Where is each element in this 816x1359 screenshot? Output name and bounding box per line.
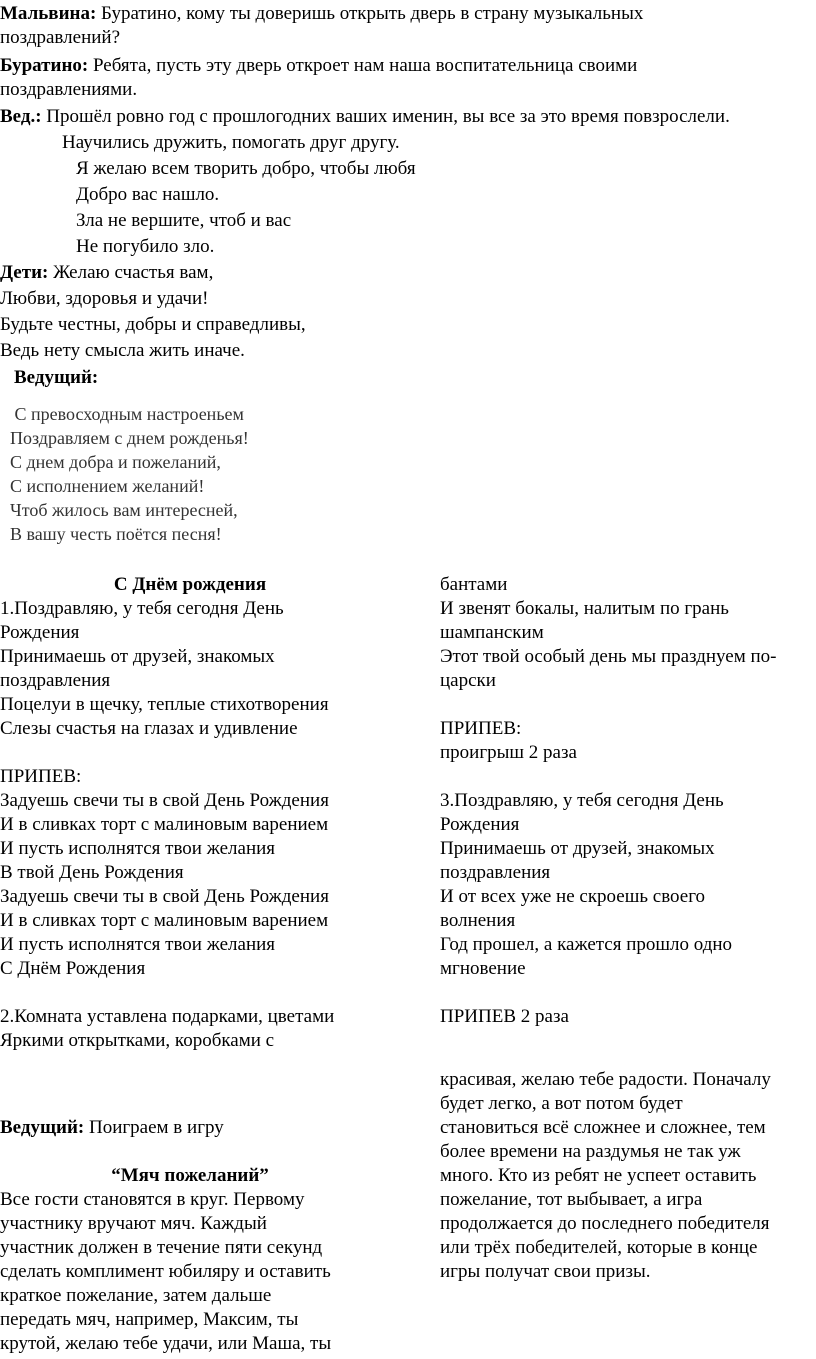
game-text-line: крутой, желаю тебе удачи, или Маша, ты xyxy=(0,1333,332,1354)
verse-line: 2.Комната уставлена подарками, цветами xyxy=(0,1006,335,1027)
speaker-ved: Вед.: xyxy=(0,106,42,127)
game-text-line: или трёх победителей, которые в конце xyxy=(440,1237,758,1258)
verse-line: волнения xyxy=(440,910,516,931)
ved-line-2: Научились дружить, помогать друг другу. xyxy=(62,132,400,153)
game-text-line: становиться всё сложнее и сложнее, тем xyxy=(440,1117,766,1138)
game-text-line: передать мяч, например, Максим, ты xyxy=(0,1309,299,1330)
chorus-line: И пусть исполнятся твои желания xyxy=(0,934,276,955)
game-host-line: Ведущий: Поиграем в игру xyxy=(0,1117,224,1138)
verse-line: поздравления xyxy=(0,670,111,691)
poem-line: Я желаю всем творить добро, чтобы любя xyxy=(76,158,416,179)
game-text-line: продолжается до последнего победителя xyxy=(440,1213,770,1234)
verse-line: И звенят бокалы, налитым по грань xyxy=(440,598,729,619)
ved-line: Вед.: Прошёл ровно год с прошлогодних ваших именин, вы все за это время повзрослели. xyxy=(0,106,730,127)
children-line: Любви, здоровья и удачи! xyxy=(0,288,209,309)
verse-line: царски xyxy=(440,670,496,691)
game-text-line: более времени на раздумья не так уж xyxy=(440,1141,741,1162)
game-text-line: сделать комплимент юбиляру и оставить xyxy=(0,1261,331,1282)
poem-line: Не погубило зло. xyxy=(76,236,215,257)
game-text-line: игры получат свои призы. xyxy=(440,1261,651,1282)
verse-line: 1.Поздравляю, у тебя сегодня День xyxy=(0,598,284,619)
host-label: Ведущий: xyxy=(14,367,99,388)
verse-line: И от всех уже не скроешь своего xyxy=(440,886,706,907)
game-text-line: пожелание, тот выбывает, а игра xyxy=(440,1189,703,1210)
game-text-line: краткое пожелание, затем дальше xyxy=(0,1285,272,1306)
song-left-column xyxy=(0,573,390,1053)
game-title: “Мяч пожеланий” xyxy=(111,1165,269,1186)
poem-line: Зла не вершите, чтоб и вас xyxy=(76,210,292,231)
malvina-line-2: поздравлений? xyxy=(0,27,121,48)
chorus-line: С Днём Рождения xyxy=(0,958,146,979)
chorus-label: ПРИПЕВ: xyxy=(0,766,82,787)
host-poem-line: Чтоб жилось вам интересней, xyxy=(10,500,238,520)
verse-line: Принимаешь от друзей, знакомых xyxy=(440,838,715,859)
poem-line: Добро вас нашло. xyxy=(76,184,220,205)
verse-line: Этот твой особый день мы празднуем по- xyxy=(440,646,777,667)
game-left-column xyxy=(0,1116,390,1356)
verse-line: Слезы счастья на глазах и удивление xyxy=(0,718,298,739)
game-text-line: красивая, желаю тебе радости. Поначалу xyxy=(440,1069,771,1090)
verse-line: Год прошел, а кажется прошло одно xyxy=(440,934,733,955)
game-text-line: участнику вручают мяч. Каждый xyxy=(0,1213,267,1234)
host-poem-line: Поздравляем с днем рожденья! xyxy=(10,428,249,448)
game-text-line: много. Кто из ребят не успеет оставить xyxy=(440,1165,757,1186)
verse-line: Рождения xyxy=(440,814,520,835)
interlude-note: проигрыш 2 раза xyxy=(440,742,577,763)
speaker-children: Дети: xyxy=(0,262,49,283)
speaker-malvina: Мальвина: xyxy=(0,3,97,24)
song-title: С Днём рождения xyxy=(113,574,267,595)
verse-line: Рождения xyxy=(0,622,80,643)
host-poem-line: С исполнением желаний! xyxy=(10,476,205,496)
host-poem-line: С днем добра и пожеланий, xyxy=(10,452,221,472)
chorus-note: ПРИПЕВ 2 раза xyxy=(440,1006,569,1027)
chorus-line: Задуешь свечи ты в свой День Рождения xyxy=(0,886,329,907)
chorus-label: ПРИПЕВ: xyxy=(440,718,522,739)
game-text-line: участник должен в течение пяти секунд xyxy=(0,1237,323,1258)
verse-line: Принимаешь от друзей, знакомых xyxy=(0,646,275,667)
chorus-line: И в сливках торт с малиновым варением xyxy=(0,910,329,931)
verse-line: 3.Поздравляю, у тебя сегодня День xyxy=(440,790,724,811)
chorus-line: Задуешь свечи ты в свой День Рождения xyxy=(0,790,329,811)
children-line: Будьте честны, добры и справедливы, xyxy=(0,314,306,335)
song-right-column xyxy=(440,573,816,1029)
verse-line: Поцелуи в щечку, теплые стихотворения xyxy=(0,694,329,715)
children-line: Ведь нету смысла жить иначе. xyxy=(0,340,245,361)
children-line: Дети: Желаю счастья вам, xyxy=(0,262,214,283)
verse-line: поздравления xyxy=(440,862,551,883)
speaker-buratino: Буратино: xyxy=(0,55,89,76)
malvina-line: Мальвина: Буратино, кому ты доверишь открыть дверь в страну музыкальных xyxy=(0,3,644,24)
host-poem-line: В вашу честь поётся песня! xyxy=(10,524,222,544)
verse-line: Яркими открытками, коробками с xyxy=(0,1030,275,1051)
host-label: Ведущий: xyxy=(0,1117,85,1138)
game-text-line: Все гости становятся в круг. Первому xyxy=(0,1189,305,1210)
host-poem-line: С превосходным настроеньем xyxy=(10,404,244,424)
buratino-line: Буратино: Ребята, пусть эту дверь откроет нам наша воспитательница своими xyxy=(0,55,638,76)
game-right-column xyxy=(440,1068,816,1284)
verse-line: мгновение xyxy=(440,958,526,979)
chorus-line: И в сливках торт с малиновым варением xyxy=(0,814,329,835)
buratino-line-2: поздравлениями. xyxy=(0,79,138,100)
verse-line: шампанским xyxy=(440,622,544,643)
chorus-line: И пусть исполнятся твои желания xyxy=(0,838,276,859)
game-text-line: будет легко, а вот потом будет xyxy=(440,1093,683,1114)
chorus-line: В твой День Рождения xyxy=(0,862,184,883)
verse-line: бантами xyxy=(440,574,508,595)
